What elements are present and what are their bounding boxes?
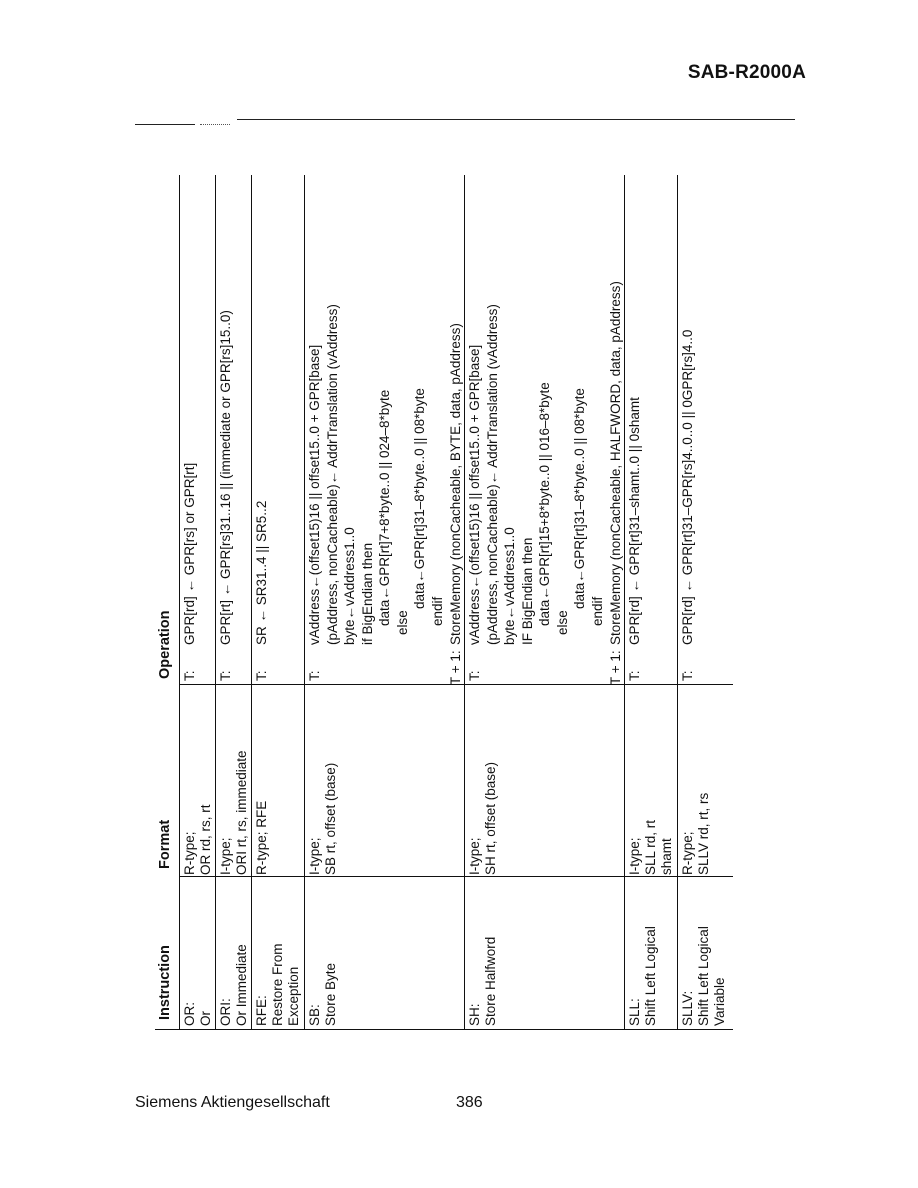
- header-format: Format: [157, 819, 173, 869]
- format-syntax: SB rt, offset (base): [323, 762, 338, 875]
- document-id: SAB-R2000A: [687, 62, 806, 83]
- operation-line: byte←vAddress1..0: [342, 527, 357, 645]
- instruction-name: Or Immediate: [234, 944, 249, 1026]
- format-syntax: SH rt, offset (base): [483, 761, 498, 875]
- timing-label-next: T + 1:: [448, 650, 463, 685]
- instruction-name: Shift Left Logical: [643, 926, 658, 1026]
- format-syntax: R-type; RFE: [254, 800, 269, 875]
- operation-line: byte←vAddress1..0: [502, 527, 517, 645]
- instruction-mnemonic: OR:: [182, 1001, 197, 1026]
- instruction-table: [155, 175, 727, 1030]
- header-operation: Operation: [157, 610, 173, 679]
- instruction-name: Store Byte: [323, 962, 338, 1026]
- operation-line: GPR[rd] ← GPR[rs] or GPR[rt]: [182, 462, 197, 645]
- operation-line: GPR[rd] ← GPR[rt]31–shamt..0 || 0shamt: [627, 397, 642, 645]
- instruction-name: Or: [198, 1011, 213, 1026]
- operation-line: (pAddress, nonCacheable)← AddrTranslation (vAddress): [484, 304, 500, 645]
- timing-label: T:: [467, 670, 482, 681]
- header-rule-fragment: [135, 124, 195, 125]
- header-rule: [237, 119, 795, 120]
- header-instruction: Instruction: [157, 945, 173, 1020]
- column-divider: [179, 684, 733, 685]
- timing-label: T:: [182, 670, 197, 681]
- instruction-mnemonic: SLLV:: [680, 990, 695, 1026]
- instruction-mnemonic: RFE:: [254, 995, 269, 1026]
- operation-line: vAddress←(offset15)16 || offset15..0 + GPR[base]: [307, 344, 322, 645]
- operation-line: GPR[rd] ← GPR[rt]31–GPR[rs]4..0..0 || 0GPR[rs]4..0: [680, 329, 695, 645]
- instruction-mnemonic: SLL:: [627, 998, 642, 1026]
- operation-line: IF BigEndian then: [519, 537, 535, 645]
- footer-company: Siemens Aktiengesellschaft: [135, 1094, 330, 1111]
- instruction-mnemonic: ORI:: [218, 998, 233, 1026]
- operation-line: StoreMemory (nonCacheable, HALFWORD, data, pAddress): [608, 281, 623, 645]
- operation-line: endif: [429, 596, 445, 626]
- table-row-sh: [464, 175, 625, 1030]
- table-row-ori: [215, 175, 252, 1030]
- table-header: [155, 175, 180, 1030]
- operation-line: data←GPR[rt]15+8*byte..0 || 016–8*byte: [537, 382, 552, 626]
- timing-label: T:: [680, 670, 695, 681]
- table-row-or: [179, 175, 216, 1030]
- format-type: I-type;: [307, 837, 322, 875]
- page-number: 386: [456, 1094, 483, 1111]
- instruction-mnemonic: SB:: [307, 1004, 322, 1026]
- operation-line: else: [394, 610, 410, 635]
- timing-label: T:: [218, 670, 233, 681]
- operation-line: data←GPR[rt]31–8*byte..0 || 08*byte: [412, 388, 427, 609]
- timing-label: T:: [254, 670, 269, 681]
- instruction-name: Store Halfword: [483, 936, 498, 1026]
- timing-label: T:: [627, 670, 642, 681]
- table-left-border: [155, 1029, 733, 1030]
- format-type: R-type;: [680, 831, 695, 875]
- operation-line: else: [554, 610, 570, 635]
- format-type: R-type;: [182, 831, 197, 875]
- format-syntax: SLL rd, rt: [643, 819, 658, 875]
- format-type: I-type;: [627, 837, 642, 875]
- format-syntax: OR rd, rs, rt: [198, 804, 213, 875]
- format-type: I-type;: [467, 837, 482, 875]
- instruction-mnemonic: SH:: [467, 1003, 482, 1026]
- operation-line: vAddress←(offset15)16 || offset15..0 + GPR[base]: [467, 344, 482, 645]
- operation-line: if BigEndian then: [359, 542, 375, 645]
- format-syntax: ORI rt, rs, immediate: [234, 750, 249, 875]
- header-rule-dots: [200, 124, 230, 125]
- table-row-sllv: [677, 175, 733, 1030]
- table-row-sll: [624, 175, 678, 1030]
- operation-line: data←GPR[rt]7+8*byte..0 || 024–8*byte: [377, 389, 392, 626]
- timing-label-next: T + 1:: [608, 650, 623, 685]
- format-type: I-type;: [218, 837, 233, 875]
- instruction-name: Shift Left Logical: [696, 926, 711, 1026]
- operation-line: StoreMemory (nonCacheable, BYTE, data, pAddress): [448, 323, 463, 645]
- instruction-name: Restore From: [270, 943, 285, 1026]
- operation-line: (pAddress, nonCacheable)← AddrTranslation (vAddress): [324, 304, 340, 645]
- operation-line: data←GPR[rt]31–8*byte..0 || 08*byte: [572, 388, 587, 609]
- operation-line: GPR[rt] ← GPR[rs]31..16 || (immediate or GPR[rs]15..0): [218, 310, 233, 645]
- timing-label: T:: [307, 670, 322, 681]
- instruction-name-cont: Variable: [712, 977, 727, 1026]
- table-row-rfe: [251, 175, 305, 1030]
- format-syntax: SLLV rd, rt, rs: [696, 792, 711, 875]
- format-syntax-cont: shamt: [659, 838, 674, 875]
- instruction-name-cont: Exception: [286, 966, 301, 1026]
- table-row-sb: [304, 175, 465, 1030]
- operation-line: SR ← SR31..4 || SR5..2: [254, 500, 269, 645]
- column-divider: [179, 876, 733, 877]
- operation-line: endif: [589, 596, 605, 626]
